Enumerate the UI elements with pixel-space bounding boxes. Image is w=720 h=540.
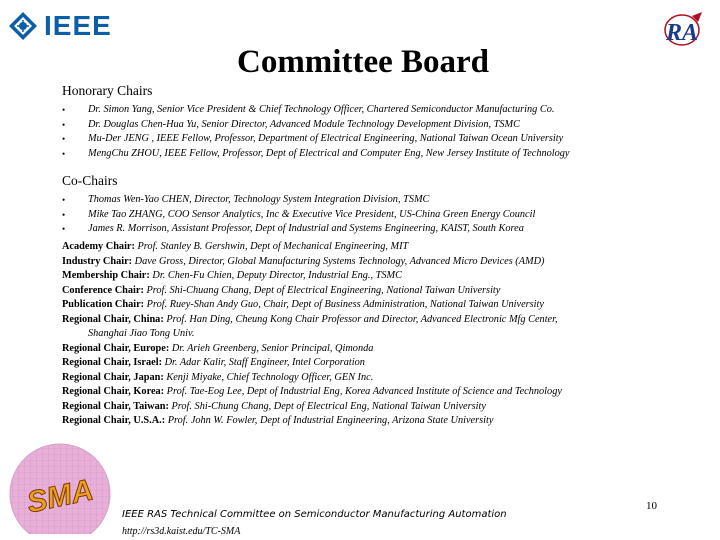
chair-person: Prof. Tae-Eog Lee, Dept of Industrial Eng, Korea Advanced Institute of Science and Technology — [164, 386, 562, 397]
chair-role: Regional Chair, Taiwan: — [62, 400, 169, 412]
chair-entry — [62, 356, 562, 371]
co-chairs-section — [62, 173, 535, 237]
chair-person: Prof. Shi-Chuang Chang, Dept of Electrical Engineering, National Taiwan University — [143, 284, 501, 296]
chair-person: Prof. Han Ding, Cheung Kong Chair Professor and Director, Advanced Electronic Mfg Center, — [163, 313, 558, 325]
chair-person: Prof. Shi-Chung Chang, Dept of Electrical Eng, National Taiwan University — [168, 400, 486, 412]
chair-person: Dr. Arieh Greenberg, Senior Principal, Qimonda — [169, 342, 374, 354]
chair-entry — [62, 284, 562, 299]
chair-entry — [62, 298, 562, 313]
list-item: • Dr. Simon Yang, Senior Vice President & Chief Technology Officer, Chartered Semiconductor Manufacturing Co. — [62, 103, 570, 118]
list-item: • James R. Morrison, Assistant Professor, Dept of Industrial and Systems Engineering, KAIST, South Korea — [62, 222, 535, 237]
ieee-wordmark: IEEE — [44, 10, 112, 41]
chair-person: Dave Gross, Director, Global Manufacturing Systems Technology, Advanced Micro Devices (AMD) — [132, 255, 545, 267]
chair-person: Dr. Chen-Fu Chien, Deputy Director, Industrial Eng., TSMC — [149, 270, 402, 281]
honorary-chairs-section — [62, 83, 570, 161]
chair-role: Membership Chair: — [62, 270, 150, 281]
chair-role: Regional Chair, China: — [62, 313, 164, 325]
chair-role: Regional Chair, Korea: — [62, 386, 165, 397]
chair-person: Prof. Ruey-Shan Andy Guo, Chair, Dept of Business Administration, National Taiwan University — [144, 299, 544, 310]
co-chairs-list — [62, 193, 535, 237]
list-item: • Mu-Der JENG , IEEE Fellow, Professor, Department of Electrical Engineering, National Taiwan Ocean University — [62, 132, 570, 147]
page-number: 10 — [646, 500, 657, 512]
chair-entry — [62, 313, 562, 342]
chair-role: Publication Chair: — [62, 299, 145, 310]
chair-entry — [62, 255, 562, 270]
chair-entry — [62, 414, 562, 429]
chair-role: Academy Chair: — [62, 241, 135, 252]
list-item: • MengChu ZHOU, IEEE Fellow, Professor, Dept of Electrical and Computer Eng, New Jersey Institute of Technology — [62, 147, 570, 162]
list-item: • Thomas Wen-Yao CHEN, Director, Technology System Integration Division, TSMC — [62, 193, 535, 208]
chair-person-continued: Shanghai Jiao Tong Univ. — [88, 328, 195, 339]
chair-person: Prof. John W. Fowler, Dept of Industrial Engineering, Arizona State University — [165, 415, 494, 426]
honorary-chairs-heading: Honorary Chairs — [62, 83, 153, 98]
chair-role: Regional Chair, Israel: — [62, 357, 163, 368]
chair-role: Industry Chair: — [62, 255, 133, 267]
chair-person: Kenji Miyake, Chief Technology Officer, GEN Inc. — [163, 371, 374, 383]
chair-entry — [62, 342, 562, 357]
sma-wafer-logo — [6, 436, 114, 540]
honorary-chairs-list — [62, 103, 570, 161]
chair-role: Regional Chair, Japan: — [62, 371, 164, 383]
co-chairs-heading: Co-Chairs — [62, 173, 118, 188]
chairs-list — [62, 240, 562, 429]
ieee-logo — [8, 6, 112, 46]
chair-entry — [62, 371, 562, 386]
chair-entry — [62, 385, 562, 400]
ieee-diamond-icon — [8, 11, 38, 41]
chair-role: Regional Chair, Europe: — [62, 342, 170, 354]
chair-entry — [62, 269, 562, 284]
page-title: Committee Board — [236, 44, 489, 80]
chair-person: Dr. Adar Kalir, Staff Engineer, Intel Corporation — [162, 357, 365, 368]
ras-logo-text: RA — [666, 20, 699, 46]
chair-role: Regional Chair, U.S.A.: — [62, 415, 166, 426]
list-item: • Mike Tao ZHANG, COO Sensor Analytics, Inc & Executive Vice President, US-China Green Energy Council — [62, 208, 535, 223]
list-item: • Dr. Douglas Chen-Hua Yu, Senior Director, Advanced Module Technology Development Division, TSMC — [62, 118, 570, 133]
chair-entry — [62, 400, 562, 415]
footer-url-link[interactable]: http://rs3d.kaist.edu/TC-SMA — [122, 526, 241, 537]
footer-committee: IEEE RAS Technical Committee on Semiconductor Manufacturing Automation — [122, 509, 507, 520]
chair-entry — [62, 240, 562, 255]
sma-logo-text: SMA — [24, 473, 97, 520]
chair-role: Conference Chair: — [62, 284, 144, 296]
chair-person: Prof. Stanley B. Gershwin, Dept of Mechanical Engineering, MIT — [134, 241, 409, 252]
